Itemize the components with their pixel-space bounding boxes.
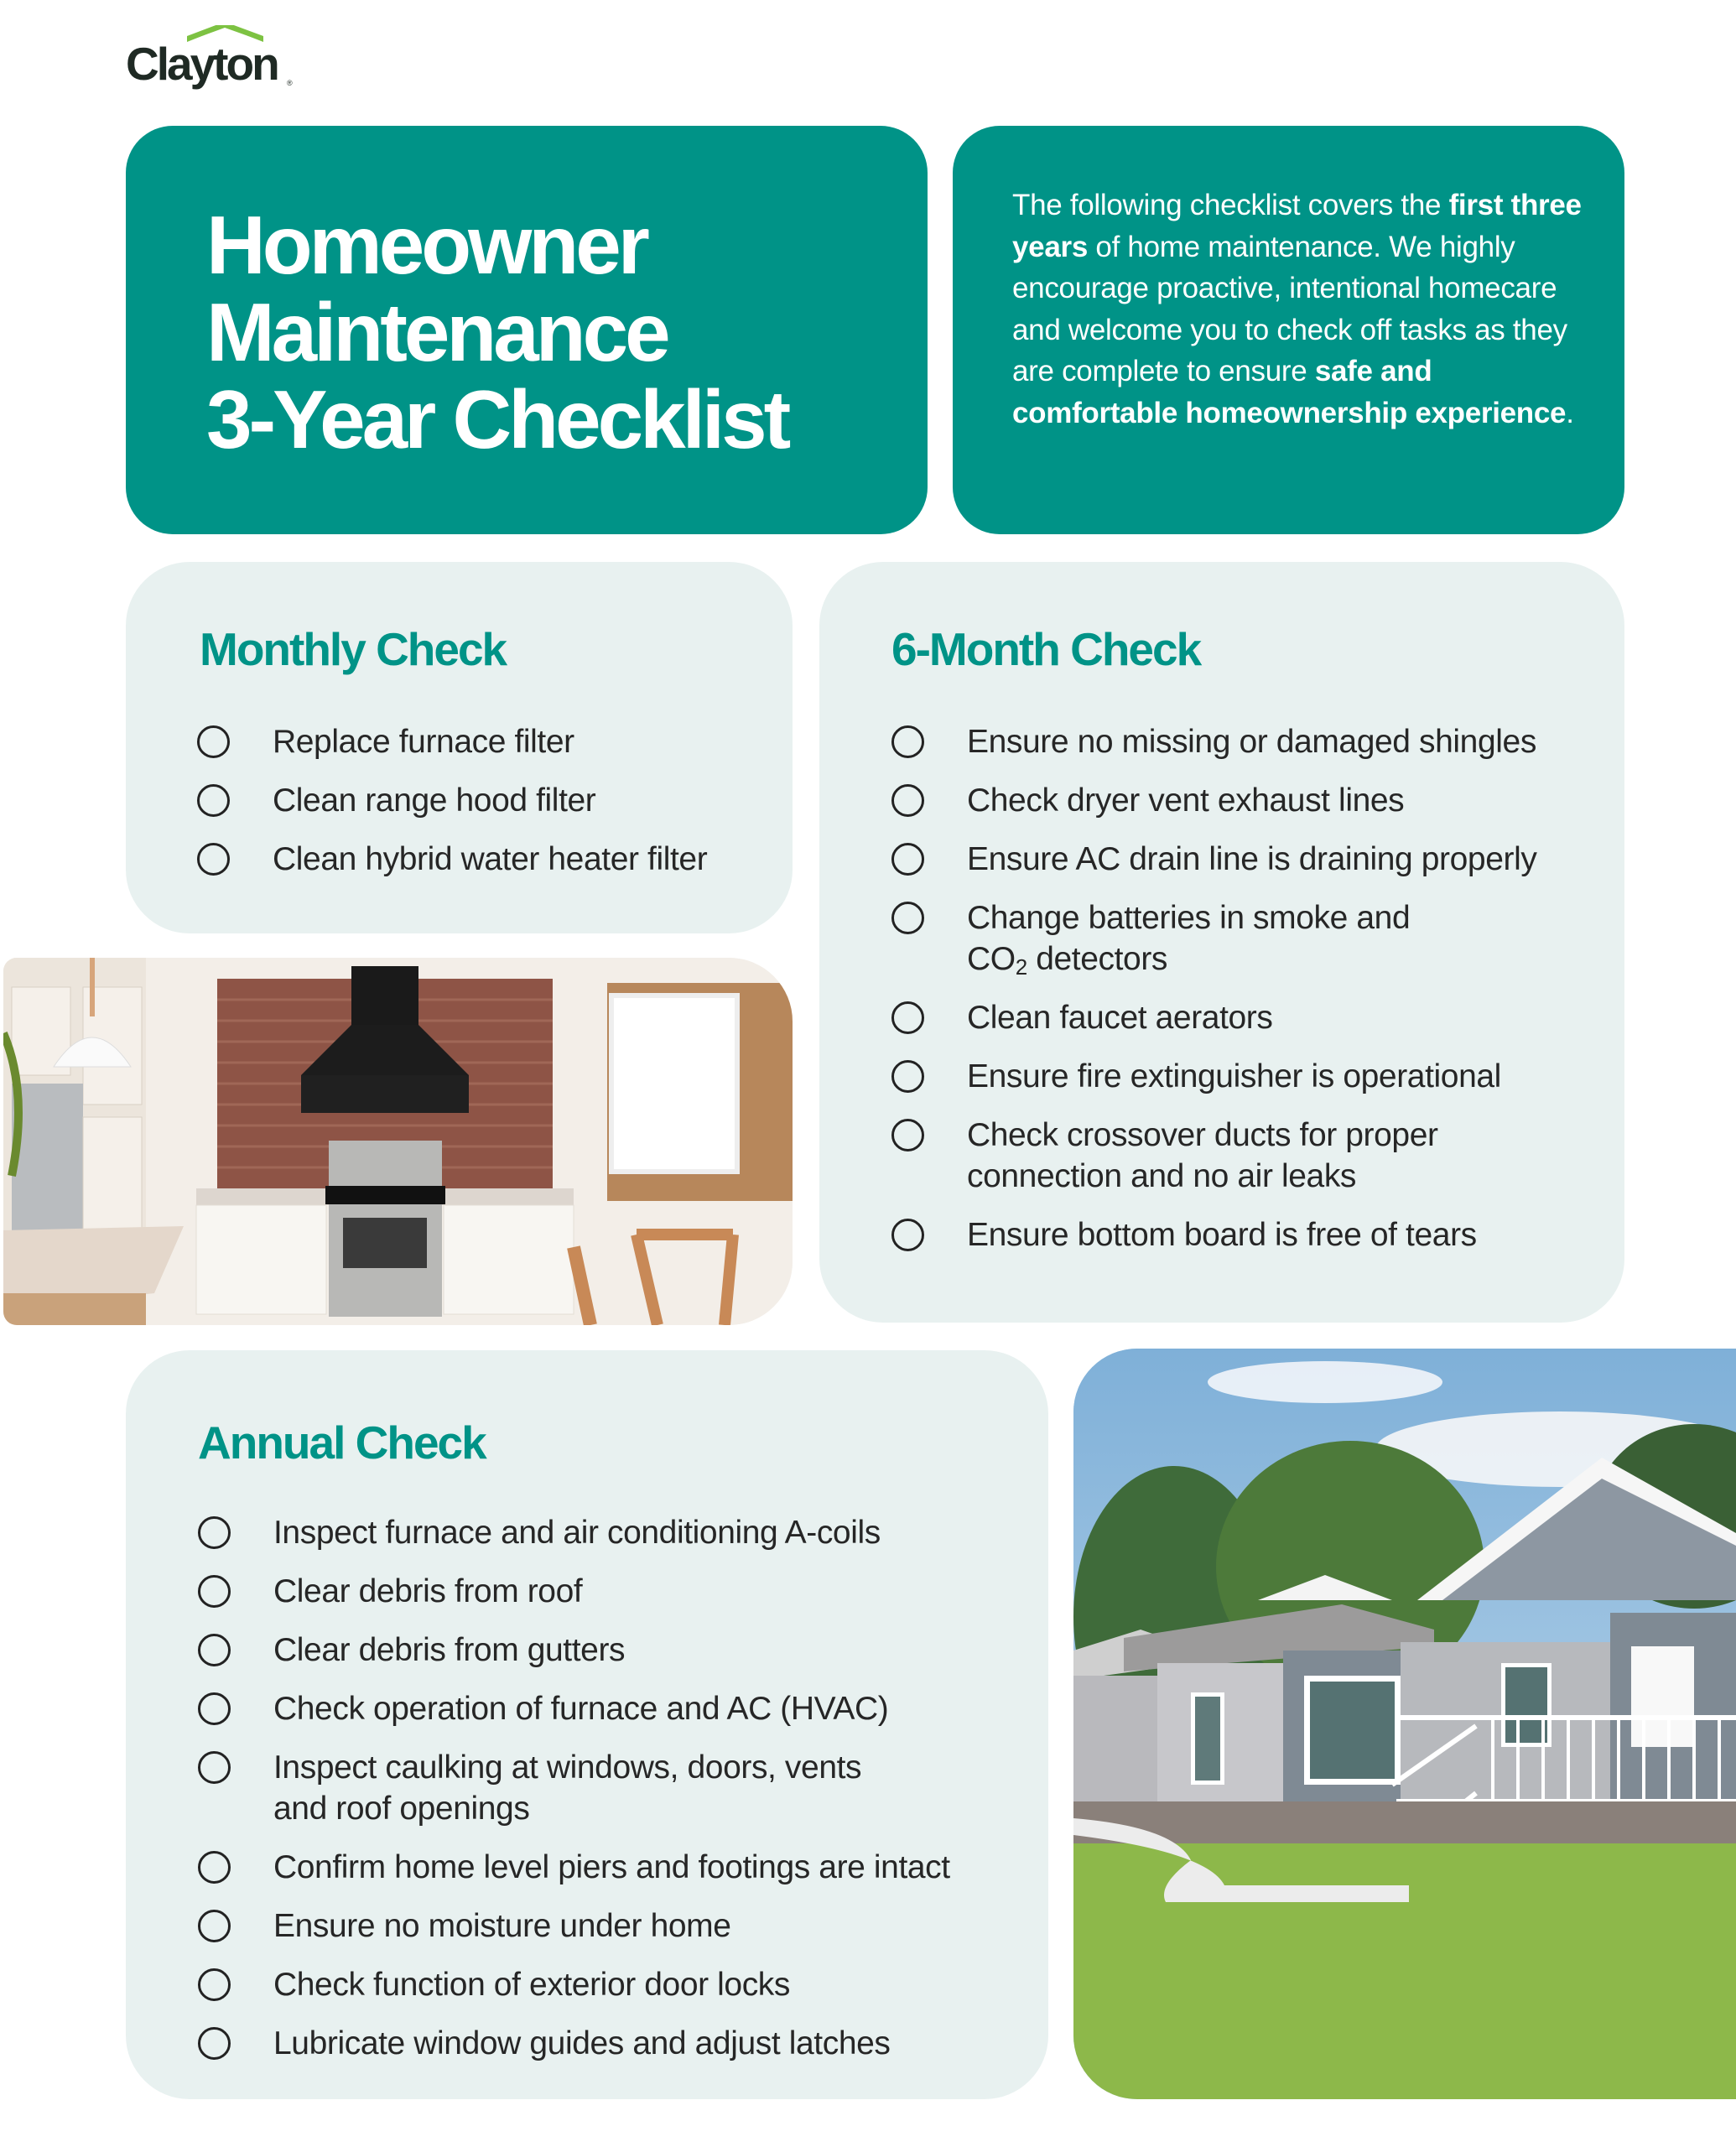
intro-text <box>1012 185 1599 434</box>
monthly-heading: Monthly Check <box>200 623 507 675</box>
checkbox-circle[interactable] <box>198 1516 231 1549</box>
intro-emphasis: safe and comfortable homeownership experience <box>1012 355 1567 429</box>
item-label: Ensure fire extinguisher is operational <box>967 1058 1501 1094</box>
checkbox-circle[interactable] <box>198 1751 231 1784</box>
checklist-item <box>891 897 1536 980</box>
item-label-line-2: connection and no air leaks <box>967 1158 1357 1194</box>
item-label: Clear debris from roof <box>273 1573 583 1609</box>
co2-subscript: 2 <box>1015 954 1027 980</box>
checkbox-circle[interactable] <box>198 2027 231 2060</box>
checkbox-circle[interactable] <box>197 784 230 817</box>
checklist-item <box>891 1115 1536 1197</box>
checklist-item <box>198 1512 950 1553</box>
checklist-item <box>891 721 1536 762</box>
page-title <box>206 201 787 463</box>
item-label-line-1: Inspect caulking at windows, doors, vents <box>273 1749 862 1786</box>
checklist-item <box>891 1056 1536 1097</box>
kitchen-illustration <box>3 958 793 1325</box>
checkbox-circle[interactable] <box>891 1060 924 1093</box>
item-label-line-2: and roof openings <box>273 1791 530 1827</box>
checkbox-circle[interactable] <box>198 1692 231 1725</box>
intro-part: . <box>1566 396 1574 429</box>
item-label-line-1: Check crossover ducts for proper <box>967 1117 1438 1153</box>
registered-mark: ® <box>287 79 293 87</box>
house-photo <box>1073 1349 1736 2099</box>
checkbox-circle[interactable] <box>891 1001 924 1034</box>
item-label: Ensure no moisture under home <box>273 1908 731 1944</box>
item-label: Check function of exterior door locks <box>273 1967 790 2003</box>
annual-checklist <box>198 1512 950 2082</box>
checklist-item <box>198 1688 950 1729</box>
checkbox-circle[interactable] <box>891 1119 924 1151</box>
checkbox-circle[interactable] <box>891 902 924 934</box>
annual-check-card <box>126 1350 1048 2099</box>
annual-heading: Annual Check <box>198 1417 486 1469</box>
clayton-logo <box>126 25 294 92</box>
item-label: Ensure AC drain line is draining properly <box>967 841 1537 877</box>
kitchen-photo <box>3 958 793 1325</box>
checkbox-circle[interactable] <box>891 725 924 758</box>
checklist-item <box>198 1847 950 1888</box>
item-label: Clean range hood filter <box>273 782 596 819</box>
co2-label: CO <box>967 941 1016 977</box>
checklist-item <box>891 780 1536 821</box>
item-label: Clean faucet aerators <box>967 1000 1273 1036</box>
item-label: Clear debris from gutters <box>273 1632 626 1668</box>
checkbox-circle[interactable] <box>197 725 230 758</box>
monthly-check-card <box>126 562 793 933</box>
six-month-check-card <box>819 562 1624 1323</box>
intro-banner <box>953 126 1624 534</box>
checklist-item <box>198 1905 950 1947</box>
checklist-item <box>198 1964 950 2005</box>
item-label: Check operation of furnace and AC (HVAC) <box>273 1691 889 1727</box>
item-label: Replace furnace filter <box>273 724 574 760</box>
intro-emphasis: first three years <box>1012 189 1582 263</box>
checkbox-circle[interactable] <box>198 1910 231 1942</box>
six-month-checklist <box>891 721 1536 1273</box>
checkbox-circle[interactable] <box>198 1634 231 1666</box>
checklist-item <box>891 1214 1536 1255</box>
intro-part: The following checklist covers the <box>1012 189 1449 221</box>
checklist-item <box>197 721 707 762</box>
title-banner <box>126 126 928 534</box>
item-label: Lubricate window guides and adjust latches <box>273 2025 891 2061</box>
title-line-3: 3-Year Checklist <box>206 373 788 465</box>
six-month-heading: 6-Month Check <box>891 623 1201 675</box>
checklist-item <box>198 1571 950 1612</box>
item-label-line-1: Change batteries in smoke and <box>967 900 1411 936</box>
monthly-checklist <box>197 721 707 897</box>
item-label: Ensure bottom board is free of tears <box>967 1217 1477 1253</box>
title-line-1: Homeowner <box>206 199 647 291</box>
checklist-item <box>891 839 1536 880</box>
item-label: Confirm home level piers and footings are intact <box>273 1849 950 1885</box>
checklist-item <box>197 780 707 821</box>
checklist-item <box>891 997 1536 1038</box>
title-line-2: Maintenance <box>206 286 668 378</box>
item-label: Clean hybrid water heater filter <box>273 841 708 877</box>
item-label: Ensure no missing or damaged shingles <box>967 724 1536 760</box>
house-illustration <box>1073 1349 1736 2099</box>
item-label: Check dryer vent exhaust lines <box>967 782 1405 819</box>
checkbox-circle[interactable] <box>197 843 230 876</box>
item-label: Inspect furnace and air conditioning A-coils <box>273 1515 881 1551</box>
logo-wordmark: Clayton <box>126 38 278 90</box>
checkbox-circle[interactable] <box>198 1575 231 1608</box>
checkbox-circle[interactable] <box>198 1968 231 2001</box>
checklist-item <box>198 1747 950 1829</box>
checklist-item <box>198 2023 950 2064</box>
checkbox-circle[interactable] <box>891 843 924 876</box>
checklist-item <box>197 839 707 880</box>
checkbox-circle[interactable] <box>891 784 924 817</box>
intro-part: of home maintenance. We highly encourage proactive, intentional homecare and welcome you to check off tasks as they are complete to ensure <box>1012 230 1567 387</box>
checklist-item <box>198 1630 950 1671</box>
checkbox-circle[interactable] <box>891 1219 924 1251</box>
item-label-line-2: detectors <box>1027 941 1168 977</box>
checkbox-circle[interactable] <box>198 1851 231 1884</box>
